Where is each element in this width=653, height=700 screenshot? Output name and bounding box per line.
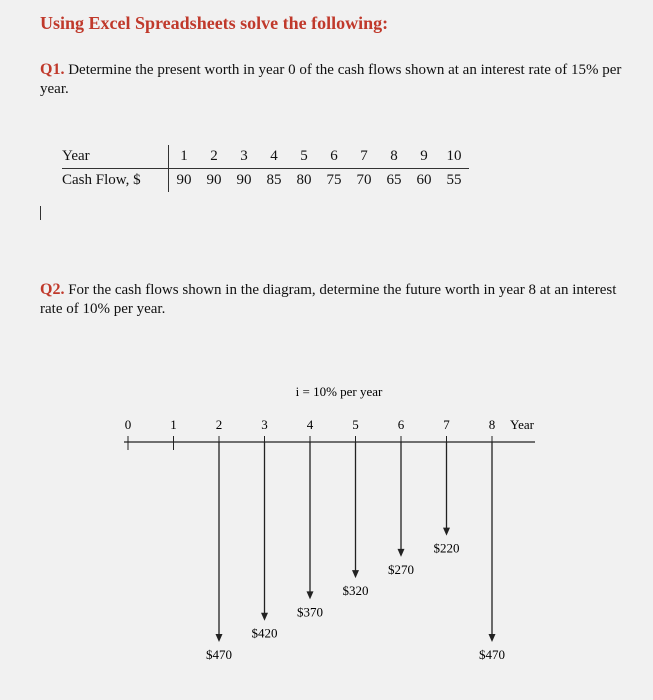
axis-tick-label: 7: [443, 417, 450, 432]
year-cell: 4: [259, 145, 289, 169]
cash-flow-amount-label: $470: [479, 646, 505, 662]
cash-flow-cell: 65: [386, 172, 402, 188]
axis-tick-label: 5: [352, 417, 359, 432]
axis-tick-label: 4: [306, 417, 314, 432]
cash-flow-arrow-head: [443, 528, 450, 536]
year-cell: 10: [439, 145, 469, 169]
axis-year-label: Year: [510, 417, 534, 432]
cash-flow-arrow-head: [261, 613, 268, 621]
page-title: Using Excel Spreadsheets solve the following:: [40, 13, 389, 33]
year-header: Year: [62, 145, 169, 169]
cash-flow-amount-label: $370: [297, 604, 323, 620]
cash-flow-amount-label: $270: [388, 561, 414, 577]
year-cell: 9: [409, 145, 439, 169]
cash-flow-arrow-head: [307, 591, 314, 599]
question-1-label: Q1.: [40, 61, 65, 78]
cash-flow-header: Cash Flow, $: [62, 172, 141, 188]
cash-flow-cell: 75: [326, 172, 342, 188]
cash-flow-arrow-head: [489, 634, 496, 642]
axis-tick-label: 8: [488, 417, 496, 432]
year-cell: 6: [319, 145, 349, 169]
cash-flow-cell: 60: [416, 172, 432, 188]
cash-flow-cell: 70: [356, 172, 372, 188]
cash-flow-amount-label: $470: [206, 646, 232, 662]
cash-flow-arrows: [206, 442, 505, 662]
year-cell: 2: [199, 145, 229, 169]
year-cell: 1: [169, 145, 200, 169]
axis-tick-label: 1: [170, 417, 177, 432]
year-cell: 5: [289, 145, 319, 169]
cash-flow-amount-label: $220: [433, 540, 460, 556]
cash-flow-amount-label: $320: [342, 583, 369, 599]
year-cell: 7: [349, 145, 379, 169]
cash-flow-amount-label: $420: [251, 625, 278, 641]
cash-flow-cell: 90: [236, 172, 252, 188]
cash-flow-cell: 85: [266, 172, 282, 188]
year-cell: 3: [229, 145, 259, 169]
cash-flow-arrow-head: [352, 570, 359, 578]
cash-flow-arrow-head: [398, 549, 405, 557]
cash-flow-cell: 80: [296, 172, 312, 188]
axis-tick-label: 0: [124, 417, 132, 432]
cash-flow-arrow-head: [216, 634, 223, 642]
cash-flow-cell: 90: [206, 172, 222, 188]
axis-tick-label: 6: [397, 417, 405, 432]
question-1-text: Determine the present worth in year 0 of the cash flows shown at an interest rate of 15% per year.: [40, 62, 622, 97]
year-cell: 8: [379, 145, 409, 169]
axis-tick-label: 2: [215, 417, 223, 432]
axis-tick-label: 3: [261, 417, 268, 432]
question-2-label: Q2.: [40, 281, 65, 298]
interest-rate-label: i = 10% per year: [295, 384, 383, 399]
question-2-text: For the cash flows shown in the diagram, determine the future worth in year 8 at an interest rate of 10% per year.: [40, 282, 617, 317]
cash-flow-cell: 90: [169, 169, 200, 193]
cash-flow-cell: 55: [446, 172, 462, 188]
